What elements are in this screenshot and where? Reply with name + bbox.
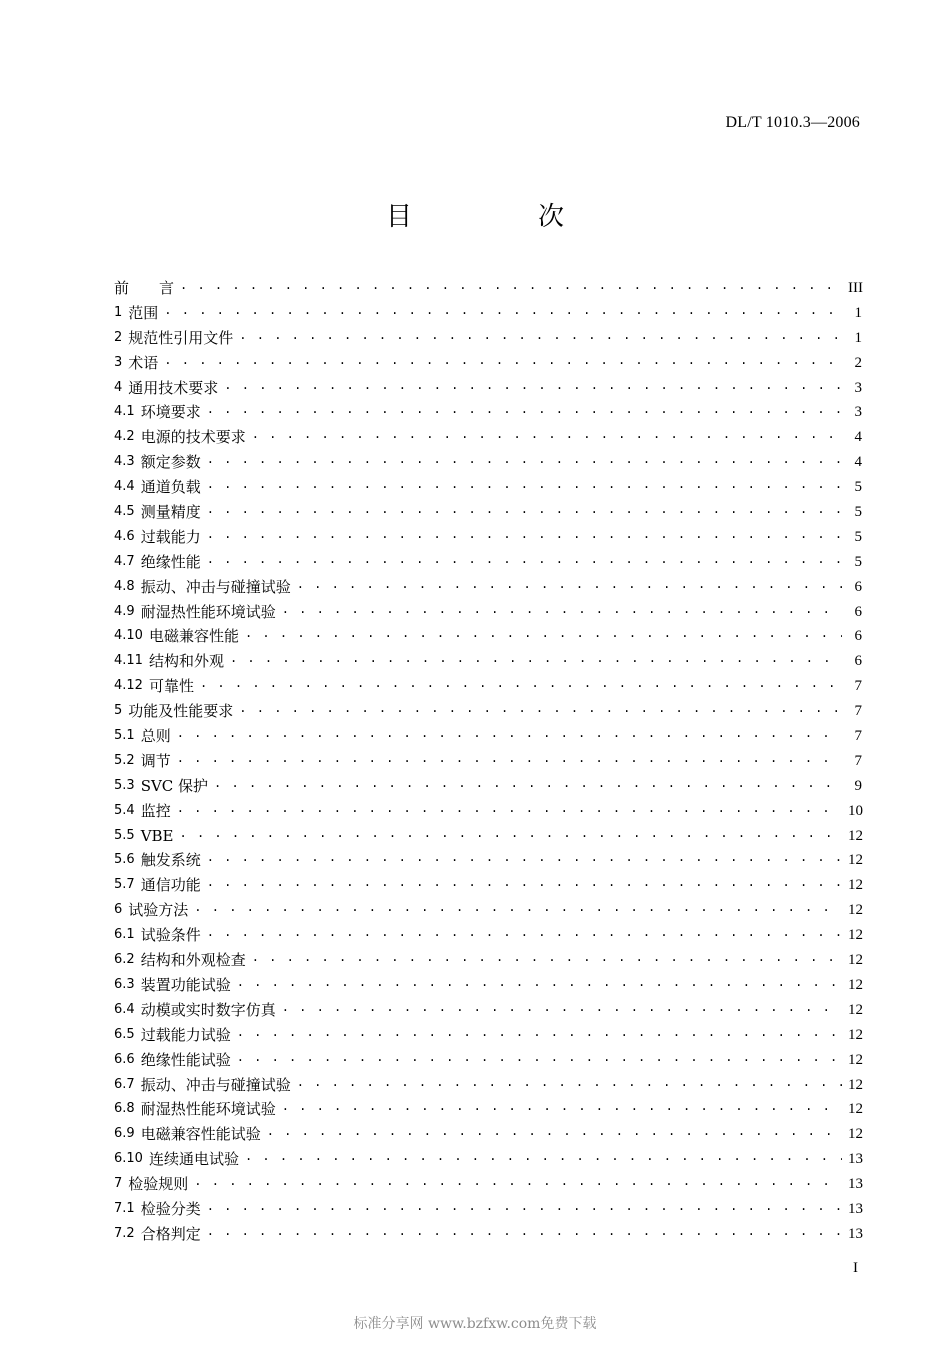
toc-section-number: 4.3: [114, 454, 135, 470]
toc-leader-dots: [177, 721, 842, 746]
toc-leader-dots: [207, 920, 842, 945]
footer-watermark: 标准分享网 www.bzfxw.com免费下载: [353, 1316, 597, 1332]
toc-page-number: 6: [854, 603, 862, 620]
toc-section-number: 5.1: [114, 728, 135, 744]
toc-section-title: 测量精度: [140, 503, 201, 522]
toc-page-number: 7: [854, 678, 862, 695]
toc-section-title: 通用技术要求: [128, 378, 219, 397]
toc-section-title: 功能及性能要求: [128, 702, 234, 721]
toc-section-title: 通道负载: [140, 478, 201, 497]
toc-leader-dots: [177, 796, 842, 821]
toc-entry[interactable]: [114, 1222, 862, 1247]
toc-section-number: 5.3: [114, 777, 135, 793]
toc-page-number: 1: [854, 304, 862, 321]
page-title: 目 次: [385, 202, 614, 232]
toc-section-title: 试验方法: [128, 901, 189, 920]
toc-section-number: 6.4: [114, 1001, 135, 1017]
toc-page-number: 13: [848, 1200, 863, 1217]
toc-section-number: 6.3: [114, 976, 135, 992]
toc-leader-dots: [207, 497, 842, 522]
toc-section-title: 检验分类: [140, 1199, 201, 1218]
toc-leader-dots: [237, 1020, 842, 1045]
toc-section-title: 额定参数: [140, 453, 201, 472]
toc-section-number: 4.11: [114, 653, 143, 669]
toc-section-number: 4.12: [114, 678, 143, 694]
toc-section-title: 电磁兼容性能: [148, 627, 239, 646]
toc-leader-dots: [180, 821, 843, 846]
toc-page-number: 4: [854, 429, 862, 446]
toc-leader-dots: [194, 1169, 842, 1194]
toc-section-title: 连续通电试验: [148, 1150, 239, 1169]
toc-page-number: 9: [854, 777, 862, 794]
page-number: I: [853, 1260, 858, 1276]
toc-page-number: III: [848, 280, 863, 296]
toc-page-number: 12: [848, 1126, 863, 1143]
toc-section-number: 5.4: [114, 802, 135, 818]
toc-leader-dots: [164, 348, 842, 373]
toc-page-number: 12: [848, 1051, 863, 1068]
toc-section-title: 动模或实时数字仿真: [140, 1000, 276, 1019]
toc-section-number: 7.2: [114, 1225, 135, 1241]
toc-section-title: 绝缘性能: [140, 552, 201, 571]
toc-page-number: 5: [854, 479, 862, 496]
toc-section-title: VBE: [140, 826, 174, 845]
toc-leader-dots: [164, 298, 842, 323]
toc-page-number: 5: [854, 528, 862, 545]
toc-page-number: 6: [854, 653, 862, 670]
toc-section-title: 调节: [140, 751, 171, 770]
toc-leader-dots: [224, 373, 842, 398]
toc-leader-dots: [207, 547, 842, 572]
toc-section-number: 4.2: [114, 429, 135, 445]
toc-page-number: 2: [854, 354, 862, 371]
toc-leader-dots: [282, 995, 842, 1020]
toc-leader-dots: [252, 422, 842, 447]
toc-leader-dots: [237, 970, 842, 995]
toc-section-title: 耐湿热性能环境试验: [140, 602, 276, 621]
toc-section-number: 6.2: [114, 952, 135, 968]
toc-page-number: 12: [848, 1101, 863, 1118]
toc-section-number: 5.7: [114, 877, 135, 893]
toc-leader-dots: [180, 273, 842, 298]
toc-leader-dots: [230, 646, 842, 671]
toc-section-title: 过载能力: [140, 527, 201, 546]
toc-page-number: 12: [848, 827, 863, 844]
toc-page-number: 5: [854, 504, 862, 521]
toc-page-number: 7: [854, 703, 862, 720]
toc-section-number: 6.7: [114, 1076, 135, 1092]
toc-page-number: 12: [848, 852, 863, 869]
toc-section-title: SVC 保护: [140, 776, 209, 795]
toc-section-title: 环境要求: [140, 403, 201, 422]
toc-page-number: 6: [854, 628, 862, 645]
toc-section-number: 2: [114, 329, 123, 345]
toc-page-number: 13: [848, 1225, 863, 1242]
toc-section-number: 6.1: [114, 927, 135, 943]
toc-leader-dots: [194, 895, 842, 920]
toc-page-number: 13: [848, 1151, 863, 1168]
toc-section-number: 4.1: [114, 404, 135, 420]
toc-section-number: 6.6: [114, 1051, 135, 1067]
toc-section-title: 检验规则: [128, 1175, 189, 1194]
toc-section-number: 4.5: [114, 504, 135, 520]
table-of-contents: [114, 276, 862, 1247]
toc-section-title: 绝缘性能试验: [140, 1050, 231, 1069]
toc-leader-dots: [207, 845, 842, 870]
toc-section-title: 振动、冲击与碰撞试验: [140, 577, 291, 596]
toc-section-title: 术语: [128, 353, 159, 372]
standard-code: DL/T 1010.3—2006: [725, 114, 860, 131]
toc-leader-dots: [245, 1144, 842, 1169]
toc-section-title: 合格判定: [140, 1224, 201, 1243]
toc-section-number: 6.9: [114, 1126, 135, 1142]
toc-leader-dots: [297, 1070, 842, 1095]
toc-page-number: 12: [848, 927, 863, 944]
toc-page-number: 12: [848, 952, 863, 969]
toc-section-title: 耐湿热性能环境试验: [140, 1100, 276, 1119]
toc-section-number: 5.6: [114, 852, 135, 868]
toc-leader-dots: [207, 447, 842, 472]
toc-section-title: 规范性引用文件: [128, 328, 234, 347]
toc-section-number: 7.1: [114, 1200, 135, 1216]
toc-page-number: 4: [854, 454, 862, 471]
toc-section-title: 结构和外观检查: [140, 951, 246, 970]
toc-section-title: 监控: [140, 801, 171, 820]
toc-page-number: 12: [848, 902, 863, 919]
toc-section-title: 振动、冲击与碰撞试验: [140, 1075, 291, 1094]
toc-leader-dots: [207, 397, 842, 422]
toc-section-title: 触发系统: [140, 851, 201, 870]
toc-leader-dots: [207, 522, 842, 547]
toc-section-number: 5.2: [114, 752, 135, 768]
toc-section-number: 4.9: [114, 603, 135, 619]
toc-section-title: 试验条件: [140, 926, 201, 945]
toc-section-title: 装置功能试验: [140, 975, 231, 994]
toc-leader-dots: [282, 597, 842, 622]
toc-leader-dots: [245, 621, 842, 646]
toc-section-number: 5: [114, 703, 123, 719]
toc-page-number: 10: [848, 802, 863, 819]
toc-page-number: 1: [854, 329, 862, 346]
toc-leader-dots: [207, 1219, 842, 1244]
toc-page-number: 12: [848, 877, 863, 894]
toc-page-number: 5: [854, 553, 862, 570]
toc-section-number: 6.8: [114, 1101, 135, 1117]
toc-leader-dots: [267, 1119, 842, 1144]
toc-leader-dots: [239, 323, 842, 348]
toc-page-number: 12: [848, 976, 863, 993]
toc-section-number: 6.5: [114, 1026, 135, 1042]
toc-page-number: 12: [848, 1001, 863, 1018]
toc-section-title: 通信功能: [140, 876, 201, 895]
toc-section-title: 结构和外观: [148, 652, 224, 671]
toc-leader-dots: [207, 1194, 842, 1219]
toc-section-number: 1: [114, 304, 123, 320]
toc-section-number: 7: [114, 1176, 123, 1192]
toc-section-title: 电源的技术要求: [140, 428, 246, 447]
toc-leader-dots: [207, 870, 842, 895]
toc-page-number: 3: [854, 404, 862, 421]
toc-section-title: 总则: [140, 727, 171, 746]
toc-page-number: 6: [854, 578, 862, 595]
toc-section-title: 前 言: [114, 279, 175, 297]
toc-section-number: 4.8: [114, 578, 135, 594]
toc-section-title: 范围: [128, 303, 159, 322]
toc-section-number: 4.7: [114, 553, 135, 569]
toc-leader-dots: [237, 1045, 842, 1070]
toc-section-number: 4.10: [114, 628, 143, 644]
toc-leader-dots: [207, 472, 842, 497]
toc-page-number: 12: [848, 1076, 863, 1093]
toc-section-title: 电磁兼容性能试验: [140, 1125, 261, 1144]
toc-section-number: 3: [114, 354, 123, 370]
toc-page-number: 13: [848, 1176, 863, 1193]
toc-page-number: 7: [854, 752, 862, 769]
toc-page-number: 12: [848, 1026, 863, 1043]
toc-leader-dots: [214, 771, 842, 796]
toc-page-number: 3: [854, 379, 862, 396]
toc-leader-dots: [177, 746, 842, 771]
toc-section-number: 4.6: [114, 528, 135, 544]
toc-section-number: 4.4: [114, 479, 135, 495]
toc-section-title: 可靠性: [148, 677, 194, 696]
toc-leader-dots: [252, 945, 842, 970]
toc-leader-dots: [239, 696, 842, 721]
toc-leader-dots: [282, 1094, 842, 1119]
toc-section-title: 过载能力试验: [140, 1025, 231, 1044]
toc-page-number: 7: [854, 728, 862, 745]
toc-leader-dots: [297, 572, 842, 597]
toc-leader-dots: [200, 671, 842, 696]
toc-section-number: 4: [114, 379, 123, 395]
toc-section-number: 5.5: [114, 827, 135, 843]
toc-section-number: 6.10: [114, 1151, 143, 1167]
toc-section-number: 6: [114, 902, 123, 918]
